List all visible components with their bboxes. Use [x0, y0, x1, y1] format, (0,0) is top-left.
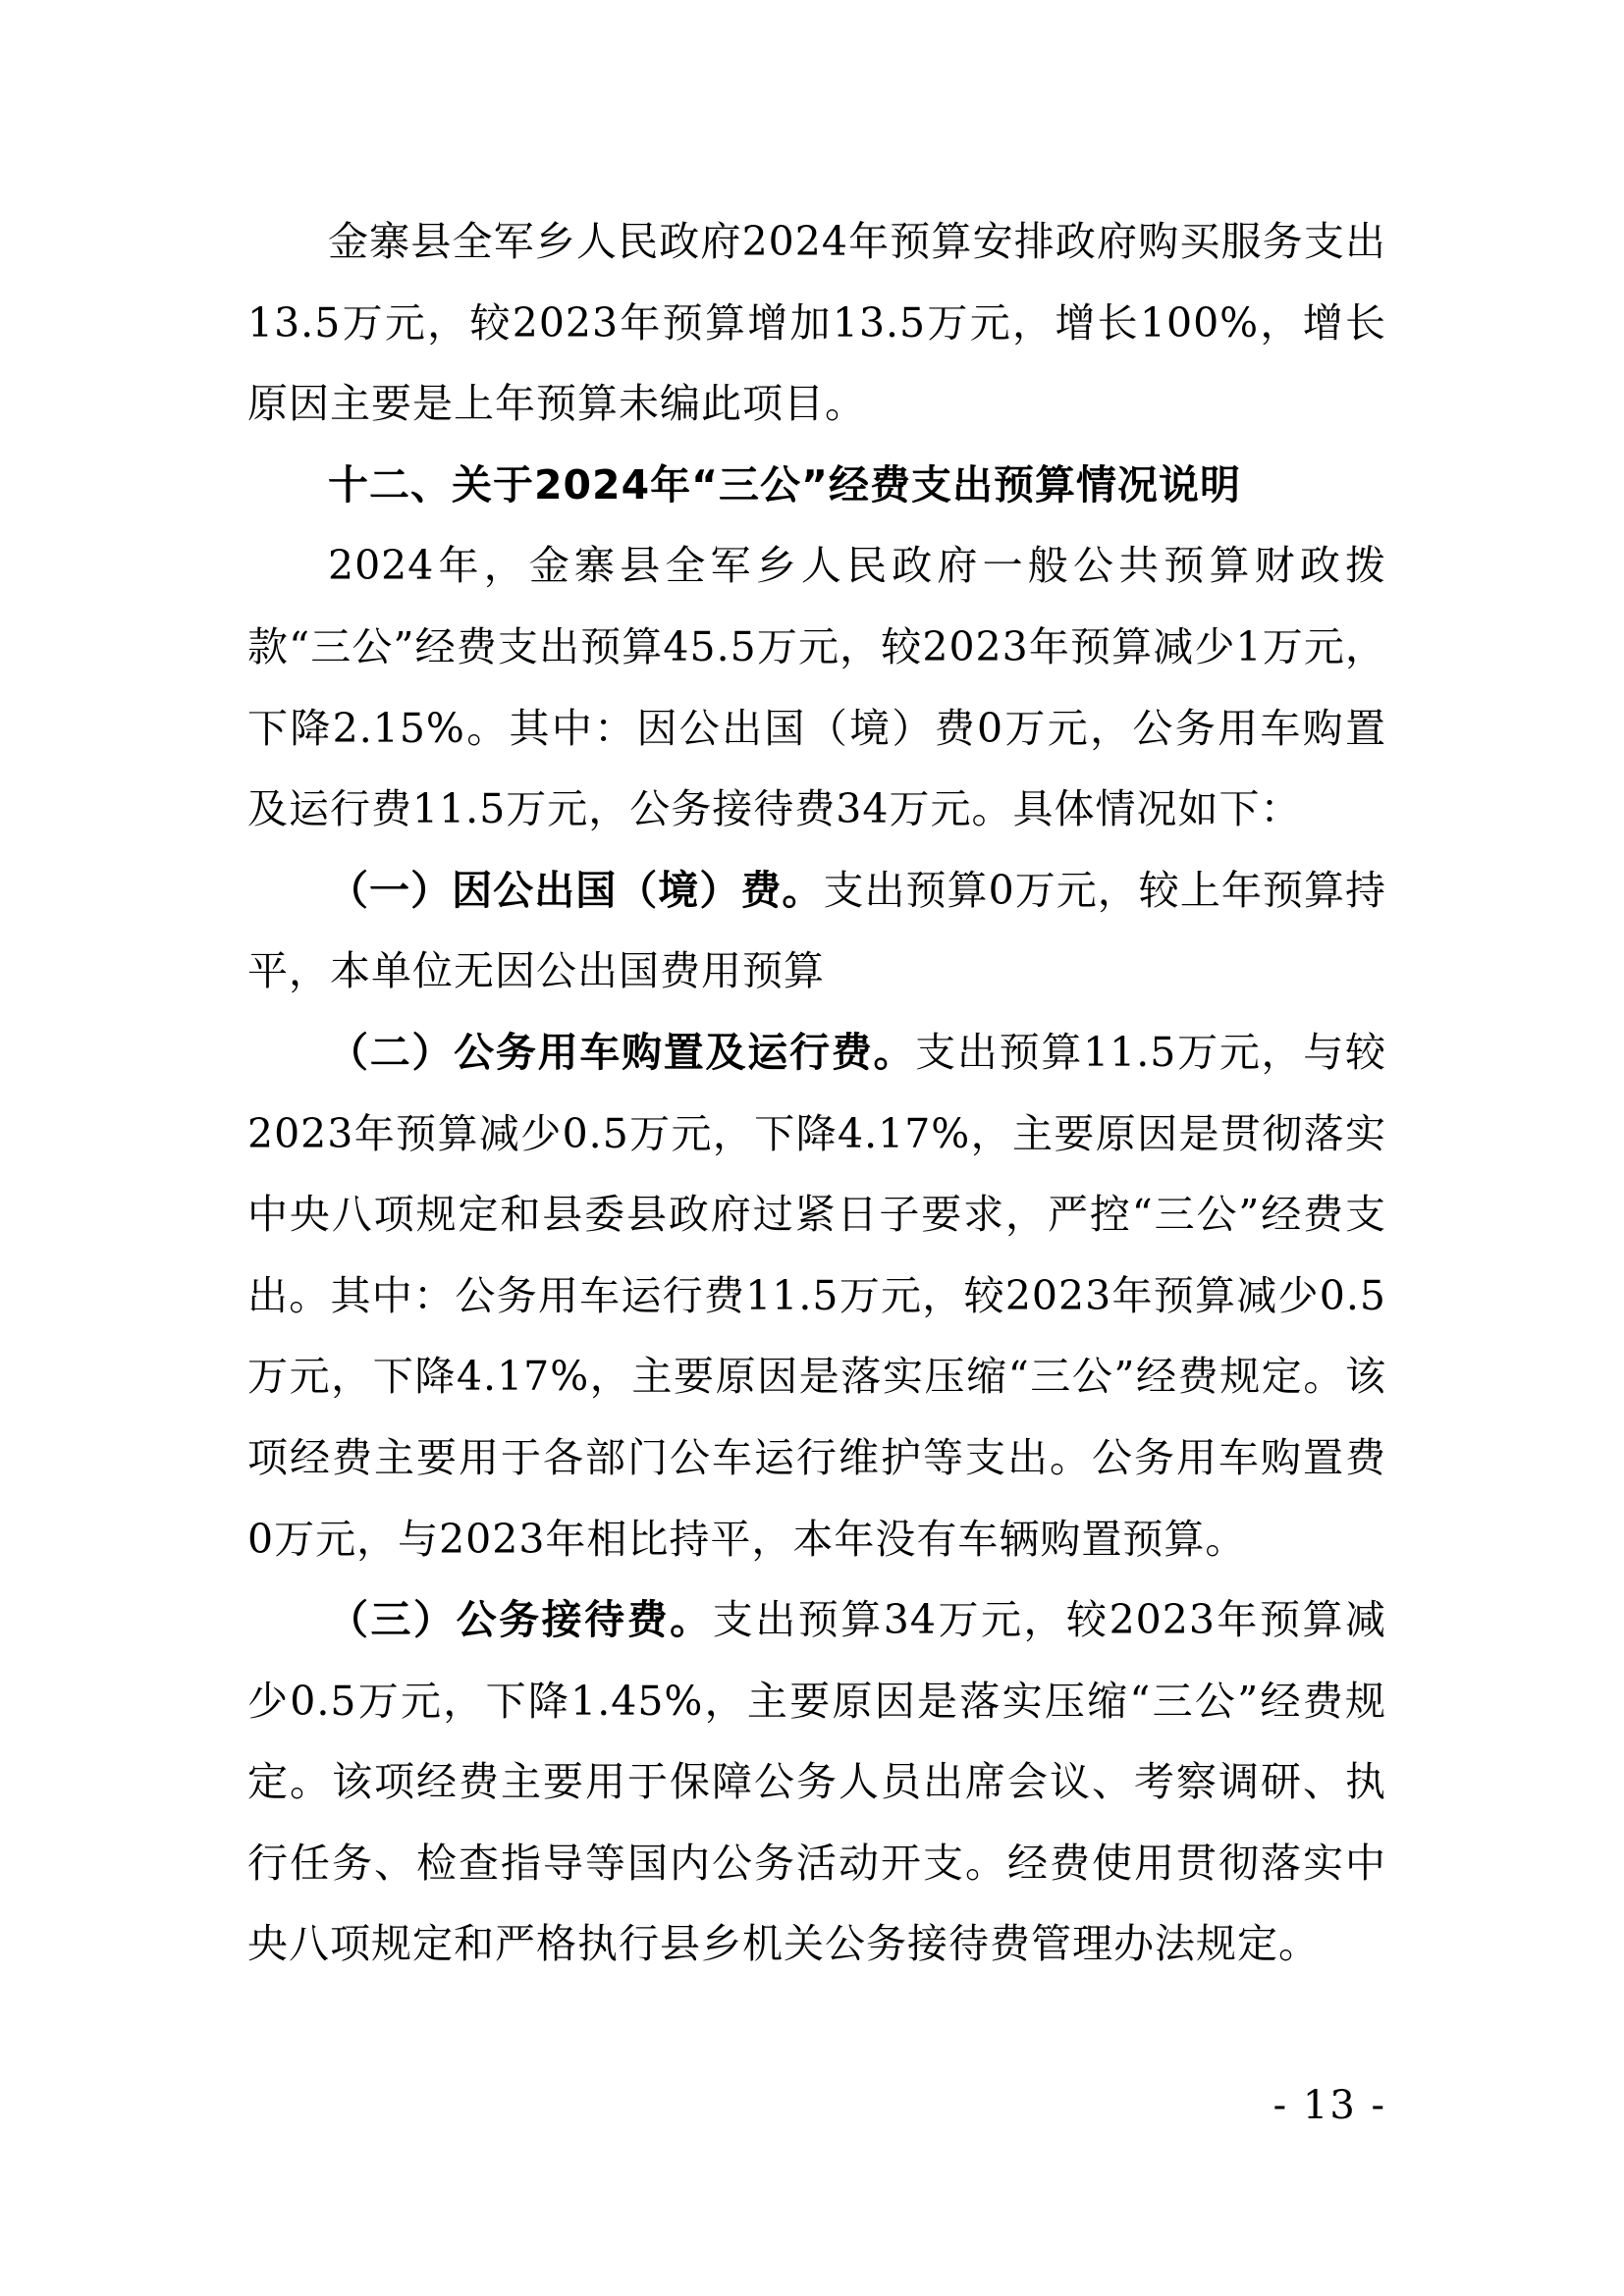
document-body [247, 201, 1386, 1985]
text-overseas-travel: 支出预算0万元，较上年预算持平，本单位无因公出国费用预算 [247, 866, 1386, 995]
lead-official-vehicles: （二）公务用车购置及运行费。 [328, 1028, 916, 1076]
paragraph-overseas-travel [247, 850, 1386, 1012]
paragraph-three-public-summary: 2024年，金寨县全军乡人民政府一般公共预算财政拨款“三公”经费支出预算45.5万元，较2023年预算减少1万元，下降2.15%。其中：因公出国（境）费0万元，公务用车购置及运行费11.5万元，公务接待费34万元。具体情况如下： [247, 542, 1386, 833]
paragraph-purchase-services: 金寨县全军乡人民政府2024年预算安排政府购买服务支出13.5万元，较2023年预算增加13.5万元，增长100%，增长原因主要是上年预算未编此项目。 [247, 218, 1386, 428]
paragraph-official-vehicles [247, 1012, 1386, 1579]
text-official-reception: 支出预算34万元，较2023年预算减少0.5万元，下降1.45%，主要原因是落实压缩“三公”经费规定。该项经费主要用于保障公务人员出席会议、考察调研、执行任务、检查指导等国内公务活动开支。经费使用贯彻落实中央八项规定和严格执行县乡机关公务接待费管理办法规定。 [247, 1596, 1387, 1968]
section-heading-three-public-expenses: 十二、关于2024年“三公”经费支出预算情况说明 [328, 460, 1242, 508]
lead-official-reception: （三）公务接待费。 [328, 1596, 713, 1644]
paragraph-official-reception [247, 1579, 1386, 1985]
lead-overseas-travel: （一）因公出国（境）费。 [328, 866, 824, 914]
text-official-vehicles: 支出预算11.5万元，与较2023年预算减少0.5万元，下降4.17%，主要原因是贯彻落实中央八项规定和县委县政府过紧日子要求，严控“三公”经费支出。其中：公务用车运行费11.5万元，较2023年预算减少0.5万元，下降4.17%，主要原因是落实压缩“三公”经费规定。该项经费主要用于各部门公车运行维护等支出。公务用车购置费0万元，与2023年相比持平，本年没有车辆购置预算。 [247, 1028, 1386, 1563]
page-number: - 13 - [1272, 2083, 1386, 2128]
